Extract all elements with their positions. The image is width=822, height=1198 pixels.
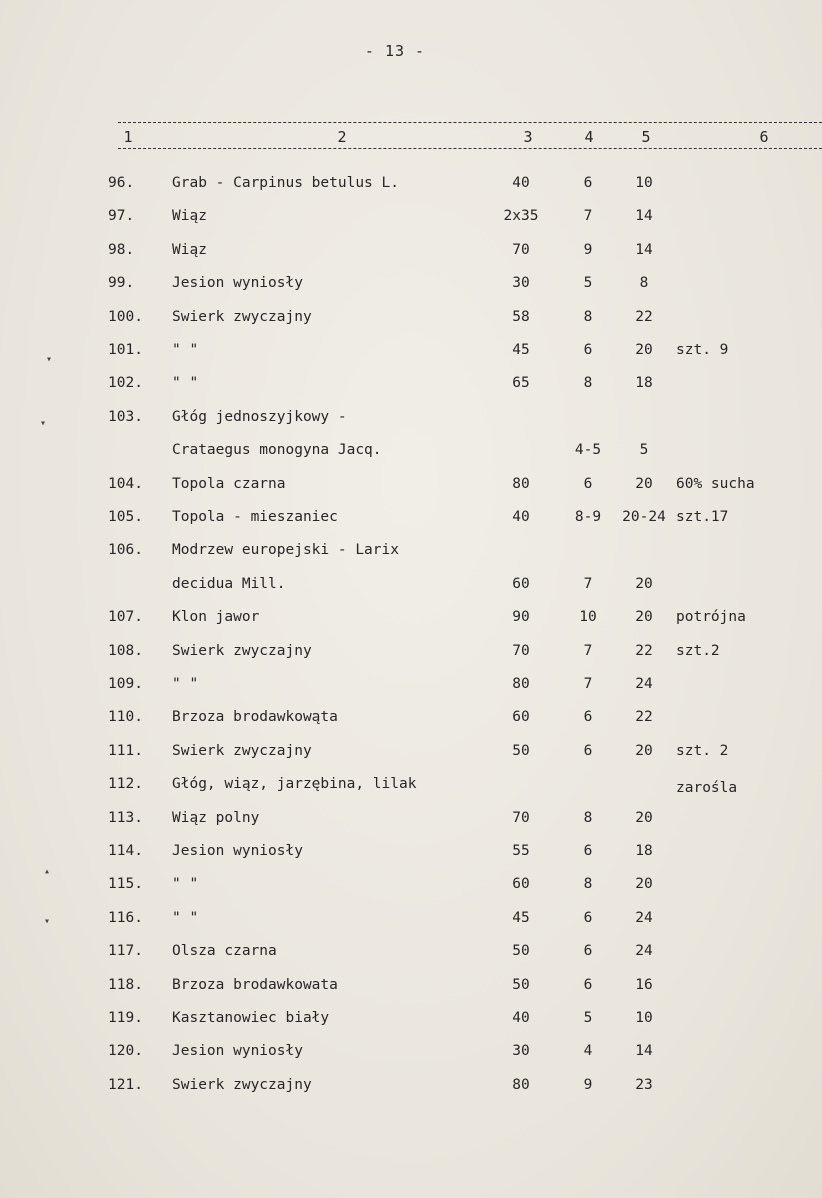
- height-value: 6: [583, 976, 593, 993]
- note-value: szt.2: [676, 642, 720, 659]
- diameter-value: 45: [512, 909, 530, 926]
- height-value: 5: [583, 275, 593, 292]
- species-name: " ": [172, 909, 199, 926]
- note-value: szt.17: [676, 509, 729, 525]
- diameter-value: 40: [512, 1010, 530, 1026]
- column-header-6: 6: [759, 128, 769, 146]
- width-value: 20-24: [622, 509, 666, 525]
- species-name: Wiąz polny: [172, 809, 260, 826]
- diameter-value: 40: [512, 175, 530, 191]
- diameter-value: 65: [512, 375, 530, 392]
- species-name: Wiąz: [172, 208, 207, 225]
- table-row: [0, 175, 822, 195]
- column-header-3: 3: [523, 128, 533, 146]
- row-number: 114.: [108, 843, 143, 859]
- width-value: 24: [635, 676, 653, 692]
- species-name: Crataegus monogyna Jacq.: [172, 442, 382, 459]
- row-number: 97.: [108, 208, 135, 225]
- width-value: 14: [635, 241, 653, 258]
- table-row: [0, 609, 822, 629]
- species-name: " ": [172, 342, 199, 358]
- diameter-value: 50: [512, 742, 530, 759]
- height-value: 6: [583, 909, 593, 926]
- width-value: 20: [635, 342, 653, 358]
- diameter-value: 80: [512, 676, 530, 692]
- table-row: [0, 309, 822, 329]
- table-row: [0, 876, 822, 896]
- species-name: Wiąz: [172, 241, 207, 258]
- species-name: Swierk zwyczajny: [172, 308, 312, 325]
- margin-mark: ▴: [44, 866, 51, 877]
- table-top-rule: [118, 122, 822, 123]
- row-number: 103.: [108, 408, 143, 425]
- page-number: - 13 -: [364, 42, 426, 60]
- row-number: 105.: [108, 509, 143, 525]
- height-value: 8: [583, 308, 593, 325]
- species-name: Grab - Carpinus betulus L.: [172, 175, 399, 191]
- species-name: Modrzew europejski - Larix: [172, 542, 399, 559]
- species-name: Jesion wyniosły: [172, 843, 303, 859]
- row-number: 113.: [108, 809, 143, 826]
- diameter-value: 60: [512, 709, 530, 726]
- height-value: 8: [583, 375, 593, 392]
- width-value: 10: [635, 175, 653, 191]
- height-value: 6: [583, 742, 593, 759]
- column-header-2: 2: [337, 128, 347, 146]
- table-row: [0, 709, 822, 729]
- row-number: 98.: [108, 241, 135, 258]
- species-name: " ": [172, 876, 199, 893]
- column-header-1: 1: [123, 128, 133, 146]
- diameter-value: 80: [512, 475, 530, 492]
- table-row: [0, 476, 822, 496]
- width-value: 24: [635, 909, 653, 926]
- height-value: 4: [583, 1043, 593, 1060]
- table-row: [0, 409, 822, 462]
- width-value: 18: [635, 375, 653, 392]
- margin-mark: ▾: [44, 916, 51, 927]
- row-number: 119.: [108, 1010, 143, 1026]
- height-value: 6: [583, 475, 593, 492]
- row-number: 120.: [108, 1043, 143, 1060]
- note-value: potrójna: [676, 609, 746, 626]
- row-number: 107.: [108, 609, 143, 626]
- height-value: 7: [583, 208, 593, 225]
- row-number: 101.: [108, 342, 143, 358]
- note-value: szt. 9: [676, 342, 729, 358]
- width-value: 20: [635, 876, 653, 893]
- row-number: 118.: [108, 976, 143, 993]
- species-name: Topola czarna: [172, 475, 286, 492]
- margin-mark: ▾: [40, 418, 47, 429]
- height-value: 6: [583, 843, 593, 859]
- width-value: 24: [635, 943, 653, 960]
- table-row: [0, 910, 822, 930]
- diameter-value: 90: [512, 609, 530, 626]
- height-value: 7: [583, 575, 593, 592]
- width-value: 23: [635, 1076, 653, 1093]
- row-number: 109.: [108, 676, 143, 692]
- width-value: 10: [635, 1010, 653, 1026]
- diameter-value: 60: [512, 575, 530, 592]
- width-value: 14: [635, 208, 653, 225]
- row-number: 108.: [108, 642, 143, 659]
- height-value: 6: [583, 943, 593, 960]
- width-value: 22: [635, 709, 653, 726]
- species-name: " ": [172, 676, 199, 692]
- row-number: 112.: [108, 776, 143, 793]
- height-value: 5: [583, 1010, 593, 1026]
- diameter-value: 60: [512, 876, 530, 893]
- column-header-4: 4: [584, 128, 594, 146]
- table-row: [0, 1043, 822, 1063]
- species-name: Głóg jednoszyjkowy -: [172, 408, 347, 425]
- row-number: 96.: [108, 175, 135, 191]
- species-name: Jesion wyniosły: [172, 275, 303, 292]
- note-value: szt. 2: [676, 742, 729, 759]
- table-row: [0, 643, 822, 663]
- height-value: 10: [579, 609, 597, 626]
- height-value: 9: [583, 241, 593, 258]
- height-value: 6: [583, 709, 593, 726]
- table-row: [0, 1077, 822, 1097]
- row-number: 111.: [108, 742, 143, 759]
- margin-mark: ▾: [46, 354, 53, 365]
- table-row: [0, 676, 822, 696]
- row-number: 115.: [108, 876, 143, 893]
- height-value: 9: [583, 1076, 593, 1093]
- diameter-value: 70: [512, 642, 530, 659]
- row-number: 121.: [108, 1076, 143, 1093]
- diameter-value: 70: [512, 241, 530, 258]
- table-row: [0, 242, 822, 262]
- height-value: 8: [583, 809, 593, 826]
- width-value: 20: [635, 609, 653, 626]
- table-row: [0, 977, 822, 997]
- diameter-value: 2x35: [503, 208, 539, 225]
- diameter-value: 80: [512, 1076, 530, 1093]
- diameter-value: 30: [512, 1043, 530, 1060]
- diameter-value: 58: [512, 308, 530, 325]
- width-value: 20: [635, 742, 653, 759]
- note-value: 60% sucha: [676, 475, 755, 492]
- row-number: 102.: [108, 375, 143, 392]
- species-name: Klon jawor: [172, 609, 260, 626]
- species-name: Głóg, wiąz, jarzębina, lilak: [172, 776, 417, 793]
- row-number: 117.: [108, 943, 143, 960]
- row-number: 106.: [108, 542, 143, 559]
- width-value: 18: [635, 843, 653, 859]
- table-row: [0, 810, 822, 830]
- table-row: [0, 208, 822, 228]
- table-row: [0, 542, 822, 595]
- width-value: 5: [639, 442, 649, 459]
- height-value: 8-9: [574, 509, 602, 525]
- species-name: Kasztanowiec biały: [172, 1010, 330, 1026]
- diameter-value: 40: [512, 509, 530, 525]
- table-row: [0, 342, 822, 362]
- diameter-value: 50: [512, 943, 530, 960]
- width-value: 22: [635, 642, 653, 659]
- width-value: 20: [635, 475, 653, 492]
- width-value: 8: [639, 275, 649, 292]
- table-row: [0, 943, 822, 963]
- row-number: 99.: [108, 275, 135, 292]
- species-name: Brzoza brodawkowąta: [172, 709, 338, 726]
- height-value: 6: [583, 342, 593, 358]
- species-name: decidua Mill.: [172, 575, 286, 592]
- row-number: 100.: [108, 308, 143, 325]
- species-name: Olsza czarna: [172, 943, 277, 960]
- width-value: 22: [635, 308, 653, 325]
- row-number: 110.: [108, 709, 143, 726]
- table-header-rule: [118, 148, 822, 149]
- note-value: zarośla: [676, 780, 738, 797]
- species-name: Jesion wyniosły: [172, 1043, 303, 1060]
- width-value: 20: [635, 809, 653, 826]
- table-row: [0, 843, 822, 863]
- height-value: 6: [583, 175, 593, 191]
- diameter-value: 30: [512, 275, 530, 292]
- width-value: 14: [635, 1043, 653, 1060]
- species-name: Swierk zwyczajny: [172, 642, 312, 659]
- table-row: [0, 275, 822, 295]
- diameter-value: 50: [512, 976, 530, 993]
- species-name: Swierk zwyczajny: [172, 742, 312, 759]
- diameter-value: 70: [512, 809, 530, 826]
- column-header-5: 5: [641, 128, 651, 146]
- height-value: 4-5: [574, 442, 602, 459]
- diameter-value: 55: [512, 843, 530, 859]
- row-number: 116.: [108, 909, 143, 926]
- table-row: [0, 776, 822, 796]
- width-value: 20: [635, 575, 653, 592]
- species-name: Swierk zwyczajny: [172, 1076, 312, 1093]
- species-name: Topola - mieszaniec: [172, 509, 338, 525]
- height-value: 8: [583, 876, 593, 893]
- table-row: [0, 509, 822, 529]
- diameter-value: 45: [512, 342, 530, 358]
- table-row: [0, 375, 822, 395]
- height-value: 7: [583, 642, 593, 659]
- species-name: " ": [172, 375, 199, 392]
- height-value: 7: [583, 676, 593, 692]
- table-row: [0, 1010, 822, 1030]
- table-row: [0, 743, 822, 763]
- species-name: Brzoza brodawkowata: [172, 976, 338, 993]
- row-number: 104.: [108, 475, 143, 492]
- width-value: 16: [635, 976, 653, 993]
